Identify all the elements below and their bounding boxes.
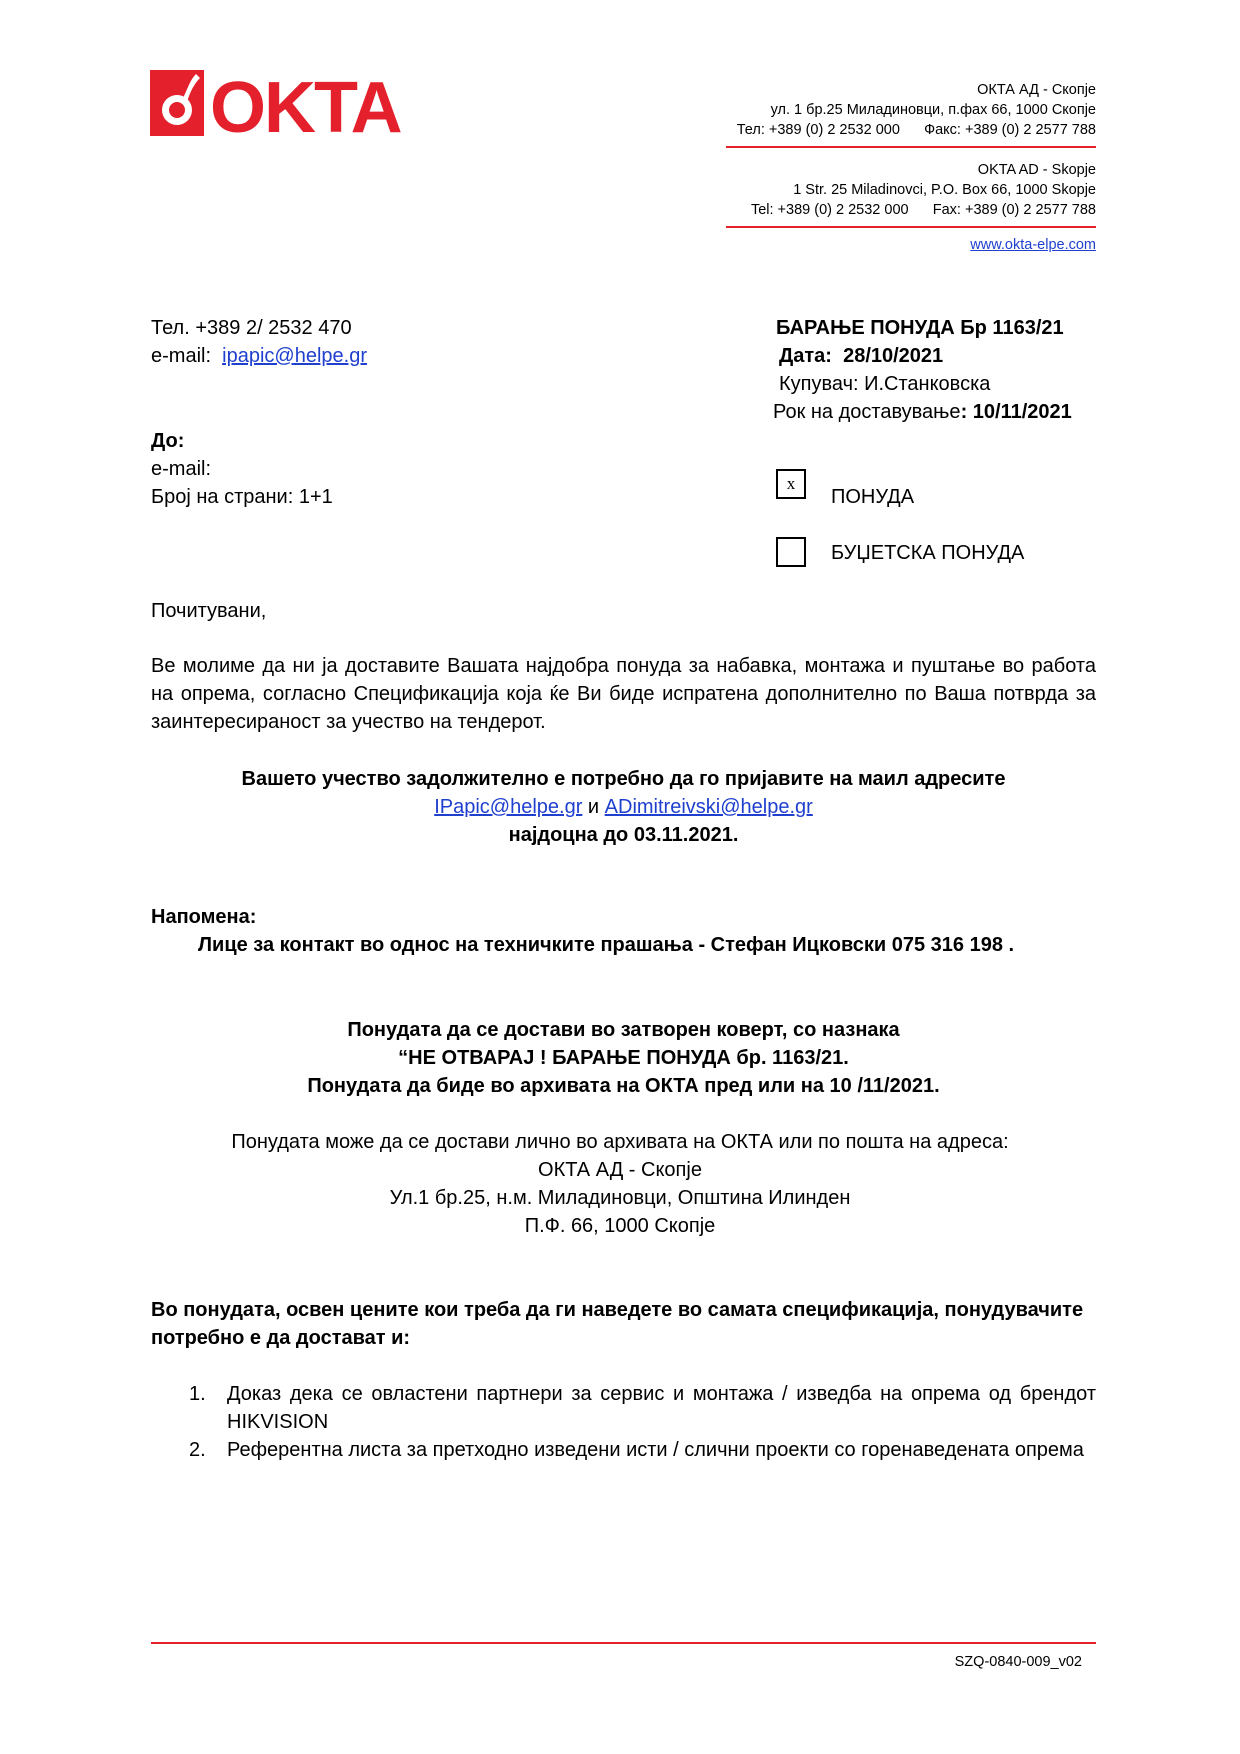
company-address-mk: ул. 1 бр.25 Миладиновци, п.фах 66, 1000 Скопје — [770, 102, 1096, 118]
delivery-line-2: ОКТА АД - Скопје — [538, 1159, 702, 1181]
greeting: Почитувани, — [151, 600, 267, 622]
company-logo — [150, 70, 410, 136]
note-label: Напомена: — [151, 906, 257, 928]
request-block — [773, 314, 1096, 426]
registration-email-1[interactable]: IPapic@helpe.gr — [434, 796, 583, 818]
registration-deadline: најдоцна до 03.11.2021. — [508, 824, 739, 846]
offer-checkbox-label: ПОНУДА — [831, 486, 915, 508]
company-contact-mk: Тел: +389 (0) 2 2532 000 Факс: +389 (0) 2 2577 788 — [736, 122, 1096, 138]
deadline-label: Рок на доставување — [773, 401, 961, 423]
budget-offer-checkbox-label: БУЏЕТСКА ПОНУДА — [831, 542, 1025, 564]
requirements-intro: Во понудата, освен цените кои треба да ги наведете во самата спецификација, понудувачите потребно е да достават и: — [151, 1299, 1084, 1349]
submission-line-1: Понудата да се достави во затворен коверт, со назнака — [347, 1019, 900, 1041]
budget-offer-checkbox[interactable] — [776, 537, 806, 567]
deadline-value: : 10/11/2021 — [960, 401, 1072, 423]
note-text: Лице за контакт во однос на техничките прашања - Стефан Ицковски 075 316 198 . — [198, 934, 1015, 956]
request-title: БАРАЊЕ ПОНУДА Бр 1163/21 — [776, 317, 1064, 339]
footer-divider — [151, 1642, 1096, 1644]
delivery-line-1: Понудата може да се достави лично во архивата на ОКТА или по пошта на адреса: — [231, 1131, 1009, 1153]
okta-flame-icon — [150, 70, 410, 136]
list-item: 2. Референтна листа за претходно изведени исти / слични проекти со горенаведената опрема — [189, 1439, 1084, 1461]
registration-line: Вашето учество задолжително е потребно да го пријавите на маил адресите — [241, 768, 1006, 790]
recipient-email-label: e-mail: — [151, 458, 212, 480]
company-header-mk — [596, 80, 1096, 140]
company-header-en — [596, 160, 1096, 220]
footer-code: SZQ-0840-009_v02 — [954, 1654, 1082, 1670]
and-text: и — [587, 796, 600, 818]
submission-line-3: Понудата да биде во архивата на ОКТА пред или на 10 /11/2021. — [307, 1075, 940, 1097]
offer-checkbox[interactable]: x — [776, 469, 806, 499]
registration-block — [151, 765, 1096, 849]
main-paragraph: Ве молиме да ни ја доставите Вашата најдобра понуда за набавка, монтажа и пуштање во работа на опрема, согласно Спецификација која ќе Ви биде испратена дополнително по Ваша потврда за заинтересираност за учество на тендерот. — [151, 655, 1096, 733]
recipient-block — [151, 427, 333, 511]
company-address-en: 1 Str. 25 Miladinovci, P.O. Box 66, 1000 Skopje — [793, 182, 1096, 198]
list-item: 1. Доказ дека се овластени партнери за сервис и монтажа / изведба на опрема од брендот HIKVISION — [189, 1383, 1096, 1433]
buyer: Купувач: И.Станковска — [779, 373, 991, 395]
requirements-list — [189, 1380, 1096, 1464]
company-name-mk: ОКТА АД - Скопје — [977, 82, 1096, 98]
to-label: До: — [151, 430, 185, 452]
delivery-block — [151, 1128, 1089, 1240]
submission-line-2: “НЕ ОТВАРАЈ ! БАРАЊЕ ПОНУДА бр. 1163/21. — [398, 1047, 849, 1069]
sender-email-link[interactable]: ipapic@helpe.gr — [222, 345, 367, 367]
date-label: Дата: — [779, 345, 832, 367]
delivery-line-3: Ул.1 бр.25, н.м. Миладиновци, Општина Илинден — [389, 1187, 851, 1209]
sender-block — [151, 314, 367, 370]
sender-phone: Тел. +389 2/ 2532 470 — [151, 317, 352, 339]
page-count: Број на страни: 1+1 — [151, 486, 333, 508]
submission-block — [151, 1016, 1096, 1100]
sender-email-label: e-mail: — [151, 345, 212, 367]
company-name-en: OKTA AD - Skopje — [977, 162, 1096, 178]
header-divider-2 — [726, 226, 1096, 228]
delivery-line-4: П.Ф. 66, 1000 Скопје — [524, 1215, 716, 1237]
date-value: 28/10/2021 — [843, 345, 944, 367]
company-contact-en: Tel: +389 (0) 2 2532 000 Fax: +389 (0) 2 2577 788 — [750, 202, 1096, 218]
registration-email-2[interactable]: ADimitreivski@helpe.gr — [604, 796, 813, 818]
logo-wordmark: OKTA — [210, 70, 401, 136]
website-link[interactable]: www.okta-elpe.com — [970, 237, 1096, 253]
header-divider-1 — [726, 146, 1096, 148]
